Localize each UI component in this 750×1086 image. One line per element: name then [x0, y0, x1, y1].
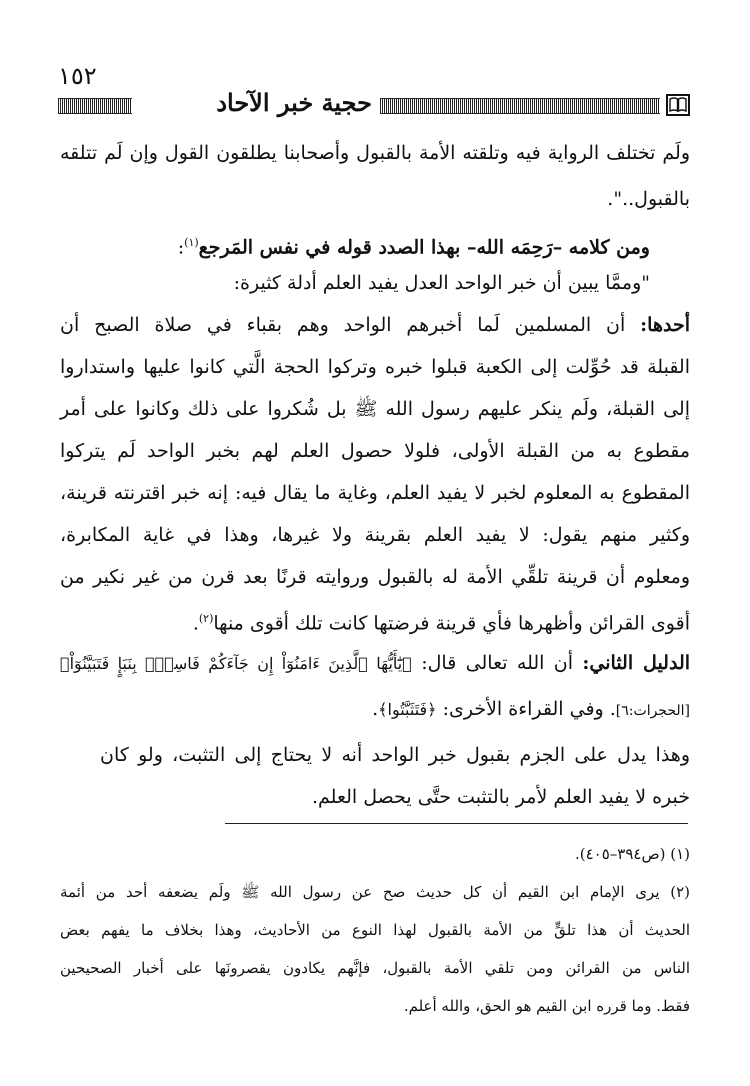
body-line: بالقبول..".	[607, 188, 690, 210]
body-line	[60, 310, 690, 340]
surah-reference: [الحجرات:٦]	[615, 703, 690, 719]
body-line: خبره لا يفيد العلم لأمر بالتثبت حتَّى يحصل العلم.	[311, 786, 690, 808]
body-line: المقطوع به المعلوم لخبر لا يفيد العلم، وغاية ما يقال فيه: إنه خبر اقترنته قرينة،	[60, 482, 690, 504]
body-line: القبلة قد حُوِّلت إلى الكعبة قبلوا خبره وتركوا الحجة الَّتي كانوا عليها واستداروا	[60, 356, 690, 378]
body-text: أن المسلمين لَما أخبرهم الواحد وهم بقباء في صلاة الصبح أن	[60, 314, 641, 336]
header-title: حجية خبر الآحاد	[216, 88, 372, 117]
footnote-2-line: (٢) يرى الإمام ابن القيم أن كل حديث صح عن رسول الله ﷺ ولَم يضعفه أحد من أئمة	[60, 883, 690, 901]
quran-verse: ﴿يَٰٓأَيُّهَا ٱلَّذِينَ ءَامَنُوٓاْ إِن جَآءَكُمْ فَاسِقٌۢ بِنَبَإٍ فَتَبَيَّنُوٓاْ﴾	[60, 654, 412, 673]
running-header	[58, 88, 690, 122]
quran-verse: ﴿فَتَثَبَّتُوا﴾	[378, 700, 437, 719]
footnote-2-line: الحديث أن هذا تلقٍّ من الأمة بالقبول لهذا النوع من الأحاديث، وهذا بخلاف ما يفهم بعض	[60, 921, 690, 939]
body-line: ومعلوم أن قرينة تلقِّي الأمة له بالقبول وروايته قرنًا بعد قرن من غير نكير من	[60, 566, 690, 588]
body-text: أقوى القرائن وأظهرها فأي قرينة فرضتها كانت تلك أقوى منها	[213, 612, 690, 635]
header-ornament-band-left	[58, 98, 132, 114]
body-text: . وفي القراءة الأخرى:	[436, 698, 616, 720]
footnote-ref: (٢)	[198, 612, 214, 625]
body-line: وهذا يدل على الجزم بقبول خبر الواحد أنه لا يحتاج إلى التثبت، ولو كان	[100, 744, 690, 766]
footnote-2-line: فقط. وما قرره ابن القيم هو الحق، والله أعلم.	[403, 997, 690, 1015]
first-proof-label: أحدها:	[640, 314, 690, 336]
header-ornament-band-right	[380, 98, 660, 114]
footnote-ref: (١)	[184, 236, 199, 249]
body-line	[60, 694, 690, 726]
body-line	[60, 604, 690, 638]
body-line: مقطوع به من القبلة الأولى، فلولا حصول العلم لهم بخبر الواحد لَم يتركوا	[60, 440, 690, 462]
footnote-2-line: الناس من القرائن ومن تلقي الأمة بالقبول، فإنَّهم يكادون يقصرونَها على أخبار الصحيحين	[60, 959, 690, 977]
second-proof-label: الدليل الثاني:	[582, 652, 691, 674]
body-line	[60, 648, 690, 679]
body-line-heading	[20, 228, 650, 262]
punct: :	[177, 236, 185, 259]
footnote-1: (١) (ص٣٩٤–٤٠٥).	[575, 845, 690, 863]
footnote-separator	[225, 823, 688, 824]
punct: .	[192, 612, 199, 635]
body-line: إلى القبلة، ولَم ينكر عليهم رسول الله ﷺ بل شُكروا على ذلك وكانوا على أمر	[60, 398, 690, 420]
body-line: "وممَّا يبين أن خبر الواحد العدل يفيد العلم أدلة كثيرة:	[233, 272, 650, 294]
body-text: أن الله تعالى قال:	[411, 652, 583, 674]
punct: .	[372, 698, 379, 720]
intro-bold-text: ومن كلامه –رَحِمَه الله– بهذا الصدد قوله في نفس المَرجع	[198, 236, 650, 259]
book-icon	[666, 94, 690, 116]
body-line: ولَم تختلف الرواية فيه وتلقته الأمة بالقبول وأصحابنا يطلقون القول وإن لَم تتلقه	[60, 142, 690, 164]
body-line: وكثير منهم يقول: لا يفيد العلم بقرينة ولا غيرها، وهذا في غاية المكابرة،	[60, 524, 690, 546]
page-number: ١٥٢	[58, 62, 97, 90]
